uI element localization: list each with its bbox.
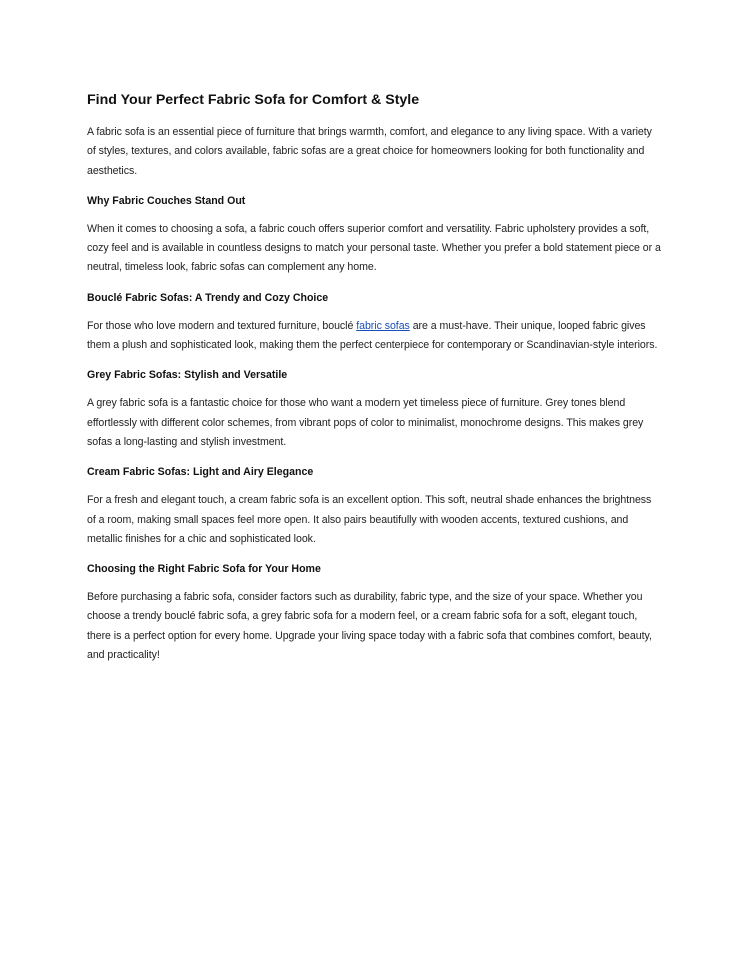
page-title: Find Your Perfect Fabric Sofa for Comfort & Style <box>87 92 420 108</box>
paragraph-choosing-sofa: Before purchasing a fabric sofa, consider factors such as durability, fabric type, and the size of your space. Whether you choose a trendy bouclé fabric sofa, a grey fabric sofa for a modern feel, or a cream fabric sofa for a soft, elegant touch, there is a perfect option for every home. Upgrade your living space today with a fabric sofa that combines comfort, beauty, and practicality! <box>87 591 652 662</box>
heading-boucle-sofas: Bouclé Fabric Sofas: A Trendy and Cozy Choice <box>87 291 329 304</box>
heading-why-fabric-couches: Why Fabric Couches Stand Out <box>87 194 246 207</box>
paragraph-cream-sofas: For a fresh and elegant touch, a cream fabric sofa is an excellent option. This soft, neutral shade enhances the brightness of a room, making small spaces feel more open. It also pairs beautifully with wooden accents, textured cushions, and metallic finishes for a chic and sophisticated look. <box>87 494 652 545</box>
heading-grey-sofas: Grey Fabric Sofas: Stylish and Versatile <box>87 369 288 382</box>
boucle-text-after-link: are a must-have. Their unique, looped fabric gives them a plush and sophisticated look, making them the perfect centerpiece for contemporary or Scandinavian-style interiors. <box>87 319 658 352</box>
paragraph-why-fabric-couches: When it comes to choosing a sofa, a fabric couch offers superior comfort and versatility. Fabric upholstery provides a soft, cozy feel and is available in countless designs to match your personal taste. Whether you prefer a bold statement piece or a neutral, timeless look, fabric sofas can complement any home. <box>87 222 661 274</box>
document-body <box>87 90 662 676</box>
paragraph-boucle-sofas <box>87 317 662 356</box>
boucle-text-before-link: For those who love modern and textured furniture, bouclé <box>87 319 357 332</box>
fabric-sofas-link[interactable]: fabric sofas <box>356 319 410 332</box>
heading-cream-sofas: Cream Fabric Sofas: Light and Airy Elegance <box>87 466 314 479</box>
heading-choosing-sofa: Choosing the Right Fabric Sofa for Your Home <box>87 563 321 576</box>
paragraph-grey-sofas: A grey fabric sofa is a fantastic choice for those who want a modern yet timeless piece of furniture. Grey tones blend effortlessly with different color schemes, from vibrant pops of color to minimalist, monochrome designs. This makes grey sofas a long-lasting and stylish investment. <box>87 397 644 448</box>
intro-paragraph: A fabric sofa is an essential piece of furniture that brings warmth, comfort, and elegance to any living space. With a variety of styles, textures, and colors available, fabric sofas are a great choice for homeowners looking for both functionality and aesthetics. <box>87 126 652 177</box>
